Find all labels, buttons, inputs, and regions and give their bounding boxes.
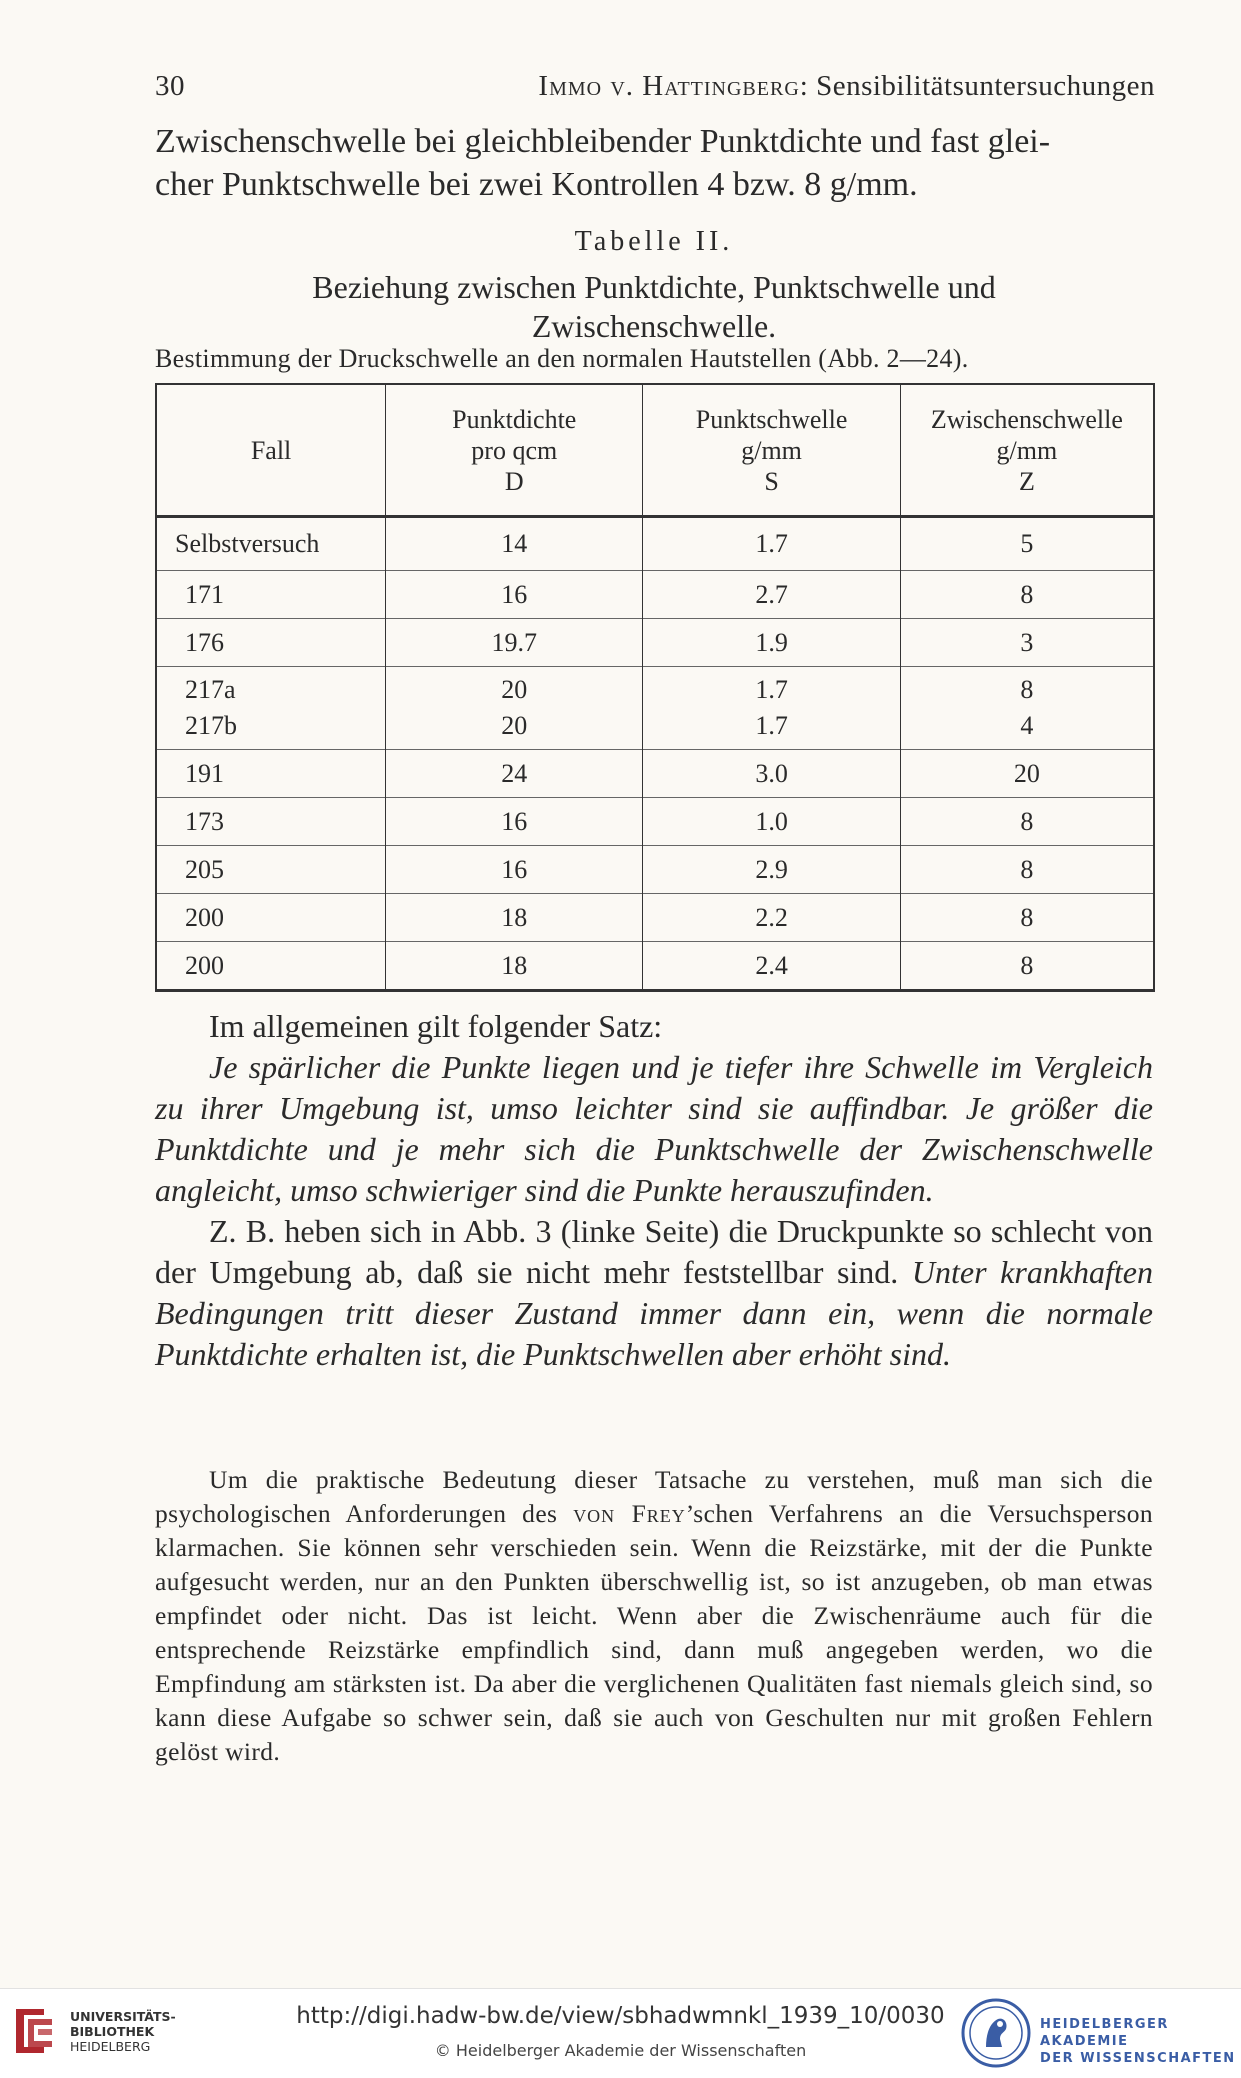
- cell-z: 8: [900, 571, 1154, 619]
- table-row: [156, 667, 1154, 750]
- digitization-footer: [0, 1988, 1241, 2078]
- author-name: Immo v. Hattingberg: [538, 70, 800, 102]
- cell-d: 18: [386, 942, 643, 991]
- cell-fall: 171: [156, 571, 386, 619]
- cell-d: 16: [386, 846, 643, 894]
- example-text: Z. B. heben sich in Abb. 3 (linke Seite) die Druckpunkte so schlecht von der Umgebung ab, daß sie nicht mehr feststellbar sind.: [155, 1213, 1153, 1290]
- main-text: [155, 1006, 1153, 1375]
- cell-fall: 176: [156, 619, 386, 667]
- academy-name: HEIDELBERGER AKADEMIE DER WISSENSCHAFTEN: [1040, 2017, 1236, 2066]
- cell-fall: 205: [156, 846, 386, 894]
- person-name: von Frey: [573, 1499, 686, 1528]
- cell-d: 19.7: [386, 619, 643, 667]
- header-fall: Fall: [156, 384, 386, 517]
- cell-z: 5: [900, 517, 1154, 571]
- table-row: [156, 517, 1154, 571]
- running-title: [538, 70, 1155, 103]
- table-row: [156, 571, 1154, 619]
- cell-s: 2.4: [643, 942, 900, 991]
- header-title: Sensibilitätsuntersuchungen: [816, 70, 1155, 102]
- cell-fall: 173: [156, 798, 386, 846]
- cell-fall: 200: [156, 894, 386, 942]
- cell-s: 1.7 1.7: [643, 667, 900, 750]
- table-row: [156, 846, 1154, 894]
- table-row: [156, 894, 1154, 942]
- cell-d: 20 20: [386, 667, 643, 750]
- table-header-row: [156, 384, 1154, 517]
- cell-s: 1.9: [643, 619, 900, 667]
- cell-s: 2.2: [643, 894, 900, 942]
- cell-fall: 191: [156, 750, 386, 798]
- cell-s: 1.0: [643, 798, 900, 846]
- cell-d: 24: [386, 750, 643, 798]
- paragraph-explanation: Um die praktische Bedeutung dieser Tatsache zu verstehen, muß man sich die psychologischen Anforderungen des von Frey’schen Verfahrens an die Versuchsperson klarmachen. Sie können sehr verschieden sein. Wenn die Reizstärke, mit der die Punkte aufgesucht werden, nur an den Punkten überschwellig ist, so ist anzugeben, ob man etwas empfindet oder nicht. Das ist leicht. Wenn aber die Zwischenräume auch für die entsprechende Reizstärke empfindlich sind, dann muß angegeben werden, wo die Empfindung am stärksten ist. Da aber die verglichenen Qualitäten fast niemals gleich sind, so kann diese Aufgabe so schwer sein, daß sie auch von Geschulten nur mit großen Fehlern gelöst wird.: [155, 1465, 1153, 1766]
- paragraph-rule: Je spärlicher die Punkte liegen und je tiefer ihre Schwelle im Vergleich zu ihrer Umgebung ist, umso leichter sind sie auffindbar. Je größer die Punktdichte und je mehr sich die Punktschwelle der Zwischenschwelle angleicht, umso schwieriger sind die Punkte herauszufinden.: [155, 1049, 1153, 1208]
- table-row: [156, 942, 1154, 991]
- header-zwischenschwelle: Zwischenschwelle g/mm Z: [900, 384, 1154, 517]
- cell-s: 3.0: [643, 750, 900, 798]
- cell-fall: Selbstversuch: [175, 529, 320, 558]
- cell-s: 1.7: [643, 517, 900, 571]
- page-number: 30: [155, 70, 185, 102]
- copyright-notice: © Heidelberger Akademie der Wissenschaften: [434, 2041, 807, 2060]
- cell-z: 20: [900, 750, 1154, 798]
- cell-z: 8: [900, 798, 1154, 846]
- table-row: [156, 619, 1154, 667]
- header-punktschwelle: Punktschwelle g/mm S: [643, 384, 900, 517]
- cell-z: 3: [900, 619, 1154, 667]
- cell-d: 16: [386, 571, 643, 619]
- cell-z: 8: [900, 942, 1154, 991]
- cell-d: 18: [386, 894, 643, 942]
- intro-paragraph: [155, 120, 1153, 206]
- header-punktdichte: Punktdichte pro qcm D: [386, 384, 643, 517]
- academy-seal-icon: [960, 1997, 1032, 2069]
- cell-z: 8: [900, 894, 1154, 942]
- cell-fall: 217a 217b: [156, 667, 386, 750]
- permalink-url[interactable]: http://digi.hadw-bw.de/view/sbhadwmnkl_1939_10/0030: [296, 2003, 945, 2029]
- cell-z: 8: [900, 846, 1154, 894]
- paragraph-rule-intro: Im allgemeinen gilt folgender Satz:: [209, 1008, 663, 1044]
- intro-line-2: cher Punktschwelle bei zwei Kontrollen 4 bzw. 8 g/mm.: [155, 166, 918, 203]
- cell-fall: 200: [156, 942, 386, 991]
- cell-z: 8 4: [900, 667, 1154, 750]
- cell-s: 2.7: [643, 571, 900, 619]
- cell-d: 14: [386, 517, 643, 571]
- university-library-name: UNIVERSITÄTS- BIBLIOTHEK HEIDELBERG: [70, 2009, 176, 2054]
- paragraph-example: [155, 1211, 1153, 1375]
- example-italic: Unter krankhaften Bedingungen tritt dieser Zustand immer dann ein, wenn die normale Punktdichte erhalten ist, die Punktschwellen aber erhöht sind.: [155, 1254, 1154, 1372]
- intro-line-1: Zwischenschwelle bei gleichbleibender Punktdichte und fast glei-: [155, 123, 1051, 160]
- header-separator: :: [799, 70, 809, 102]
- cell-d: 16: [386, 798, 643, 846]
- table-row: [156, 750, 1154, 798]
- running-header: [155, 70, 1155, 110]
- small-print-text: [155, 1463, 1153, 1769]
- table-title-line-2: Zwischenschwelle.: [531, 308, 777, 344]
- table-label: Tabelle II.: [574, 226, 734, 257]
- table-subtitle: Bestimmung der Druckschwelle an den normalen Hautstellen (Abb. 2—24).: [155, 344, 969, 373]
- table-title: [155, 268, 1153, 346]
- cell-s: 2.9: [643, 846, 900, 894]
- data-table: [155, 383, 1155, 992]
- table-title-line-1: Beziehung zwischen Punktdichte, Punktschwelle und: [312, 269, 996, 305]
- table-row: [156, 798, 1154, 846]
